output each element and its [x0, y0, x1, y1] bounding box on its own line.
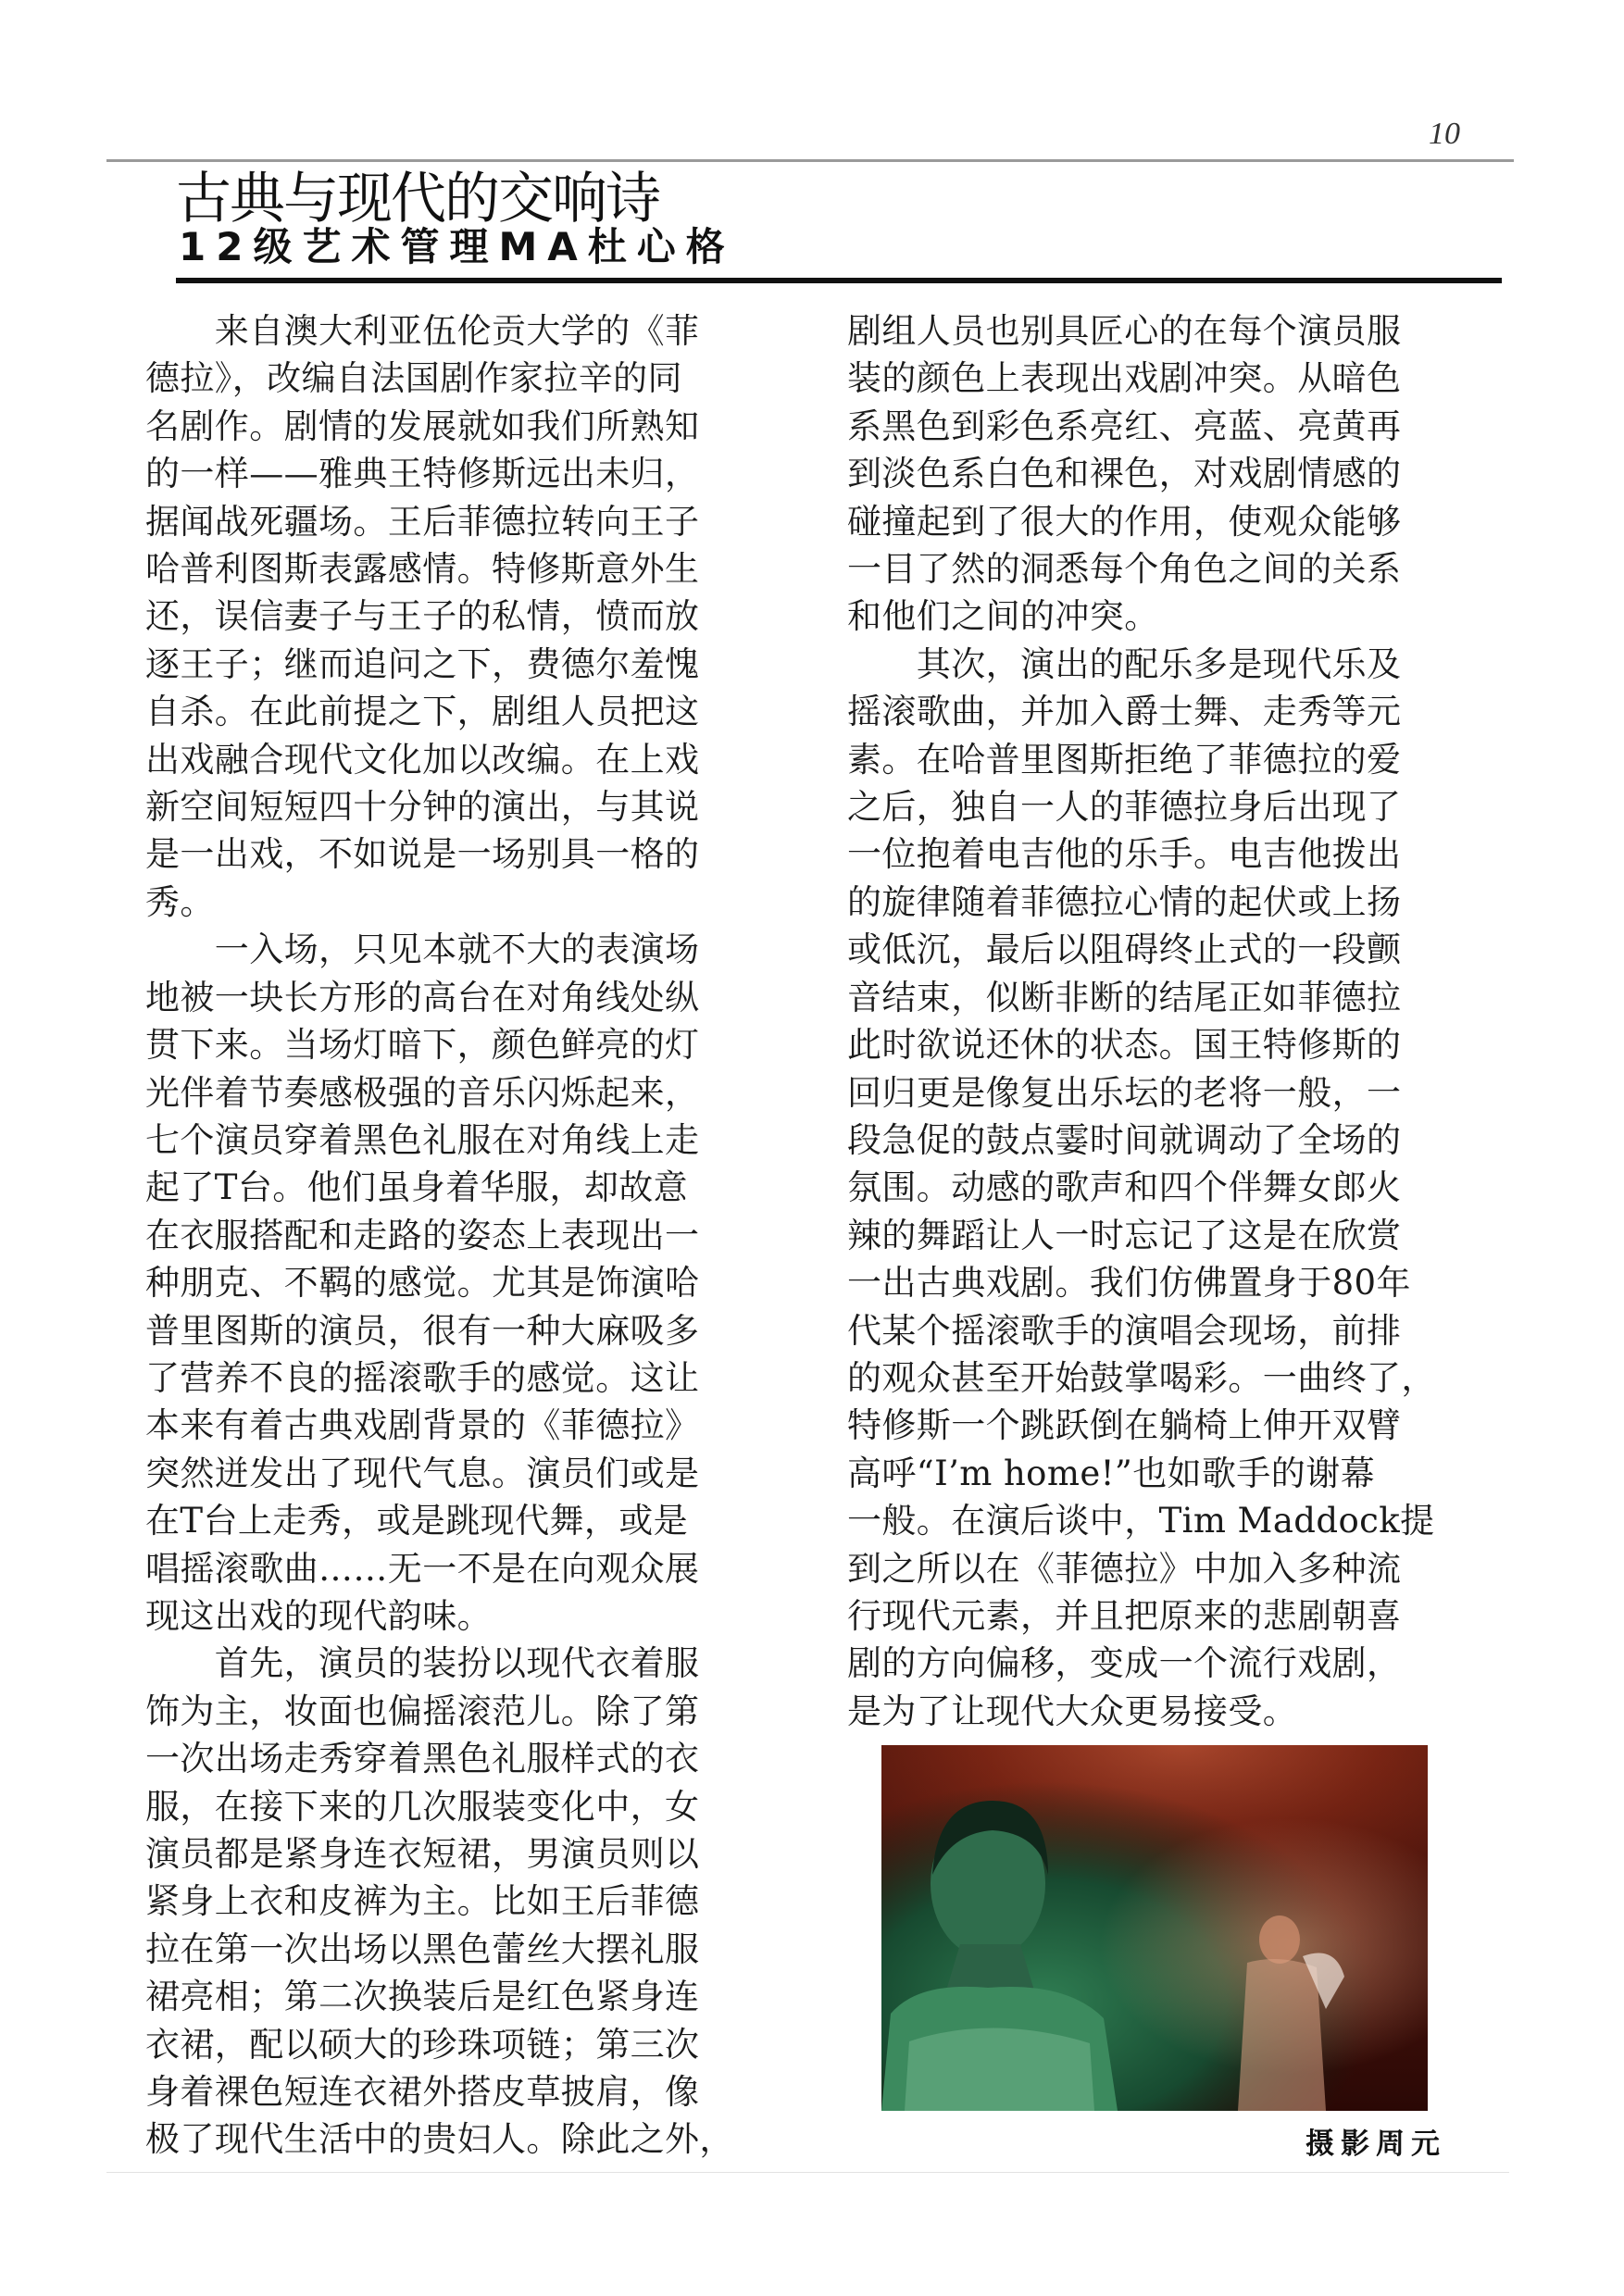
stage-photo	[881, 1745, 1428, 2111]
article-title: 古典与现代的交响诗	[176, 167, 659, 231]
page-number: 10	[1429, 117, 1460, 151]
photo-credit: 摄影周元	[1305, 2128, 1446, 2161]
left-column	[145, 307, 793, 2164]
paragraph: 一入场，只见本就不大的表演场 地被一块长方形的高台在对角线处纵 贯下来。当场灯暗下，颜色鲜亮的灯 光伴着节奏感极强的音乐闪烁起来， 七个演员穿着黑色礼服在对角线上走 起了T台。他们虽身着华服，却故意 在衣服搭配和走路的姿态上表现出一 种朋克、不羁的感觉。尤其是饰演哈 普里图斯的演员，很有一种大麻吸多 了营养不良的摇滚歌手的感觉。这让 本来有着古典戏剧背景的《菲德拉》 突然迸发出了现代气息。演员们或是 在T台上走秀，或是跳现代舞，或是 唱摇滚歌曲……无一不是在向观众展 现这出戏的现代韵味。	[145, 930, 700, 1636]
title-rule	[176, 278, 1502, 283]
paragraph: 其次，演出的配乐多是现代乐及 摇滚歌曲，并加入爵士舞、走秀等元 素。在哈普里图斯拒绝了菲德拉的爱 之后，独自一人的菲德拉身后出现了 一位抱着电吉他的乐手。电吉他拨出 的旋律随着菲德拉心情的起伏或上扬 或低沉，最后以阻碍终止式的一段颤 音结束，似断非断的结尾正如菲德拉 此时欲说还休的状态。国王特修斯的 回归更是像复出乐坛的老将一般，一 段急促的鼓点霎时间就调动了全场的 氛围。动感的歌声和四个伴舞女郎火 辣的舞蹈让人一时忘记了这是在欣赏 一出古典戏剧。我们仿佛置身于80年 代某个摇滚歌手的演唱会现场，前排 的观众甚至开始鼓掌喝彩。一曲终了， 特修斯一个跳跃倒在躺椅上伸开双臂 高呼“I’m home!”也如歌手的谢幕 一般。在演后谈中，Tim Maddock提 到之所以在《菲德拉》中加入多种流 行现代元素，并且把原来的悲剧朝喜 剧的方向偏移，变成一个流行戏剧， 是为了让现代大众更易接受。	[847, 643, 1436, 1731]
right-column	[847, 307, 1495, 1735]
paragraph: 剧组人员也别具匠心的在每个演员服 装的颜色上表现出戏剧冲突。从暗色 系黑色到彩色系亮红、亮蓝、亮黄再 到淡色系白色和裸色，对戏剧情感的 碰撞起到了很大的作用，使观众能够 一目了然的洞悉每个角色之间的关系 和他们之间的冲突。	[847, 311, 1402, 637]
footer-rule	[106, 2172, 1509, 2173]
paragraph: 来自澳大利亚伍伦贡大学的《菲 德拉》，改编自法国剧作家拉辛的同 名剧作。剧情的发展就如我们所熟知 的一样——雅典王特修斯远出未归， 据闻战死疆场。王后菲德拉转向王子 哈普利图斯表露感情。特修斯意外生 还，误信妻子与王子的私情，愤而放 逐王子；继而追问之下，费德尔羞愧 自杀。在此前提之下，剧组人员把这 出戏融合现代文化加以改编。在上戏 新空间短短四十分钟的演出，与其说 是一出戏，不如说是一场别具一格的 秀。	[145, 311, 700, 922]
stage-photo-illustration	[881, 1745, 1428, 2111]
header-rule	[106, 159, 1514, 162]
article-byline: 12级艺术管理MA杜心格	[179, 224, 735, 269]
paragraph: 首先，演员的装扮以现代衣着服 饰为主，妆面也偏摇滚范儿。除了第 一次出场走秀穿着黑色礼服样式的衣 服，在接下来的几次服装变化中，女 演员都是紧身连衣短裙，男演员则以 紧身上衣和皮裤为主。比如王后菲德 拉在第一次出场以黑色蕾丝大摆礼服 裙亮相；第二次换装后是红色紧身连 衣裙，配以硕大的珍珠项链；第三次 身着裸色短连衣裙外搭皮草披肩，像 极了现代生活中的贵妇人。除此之外，	[145, 1643, 734, 2160]
